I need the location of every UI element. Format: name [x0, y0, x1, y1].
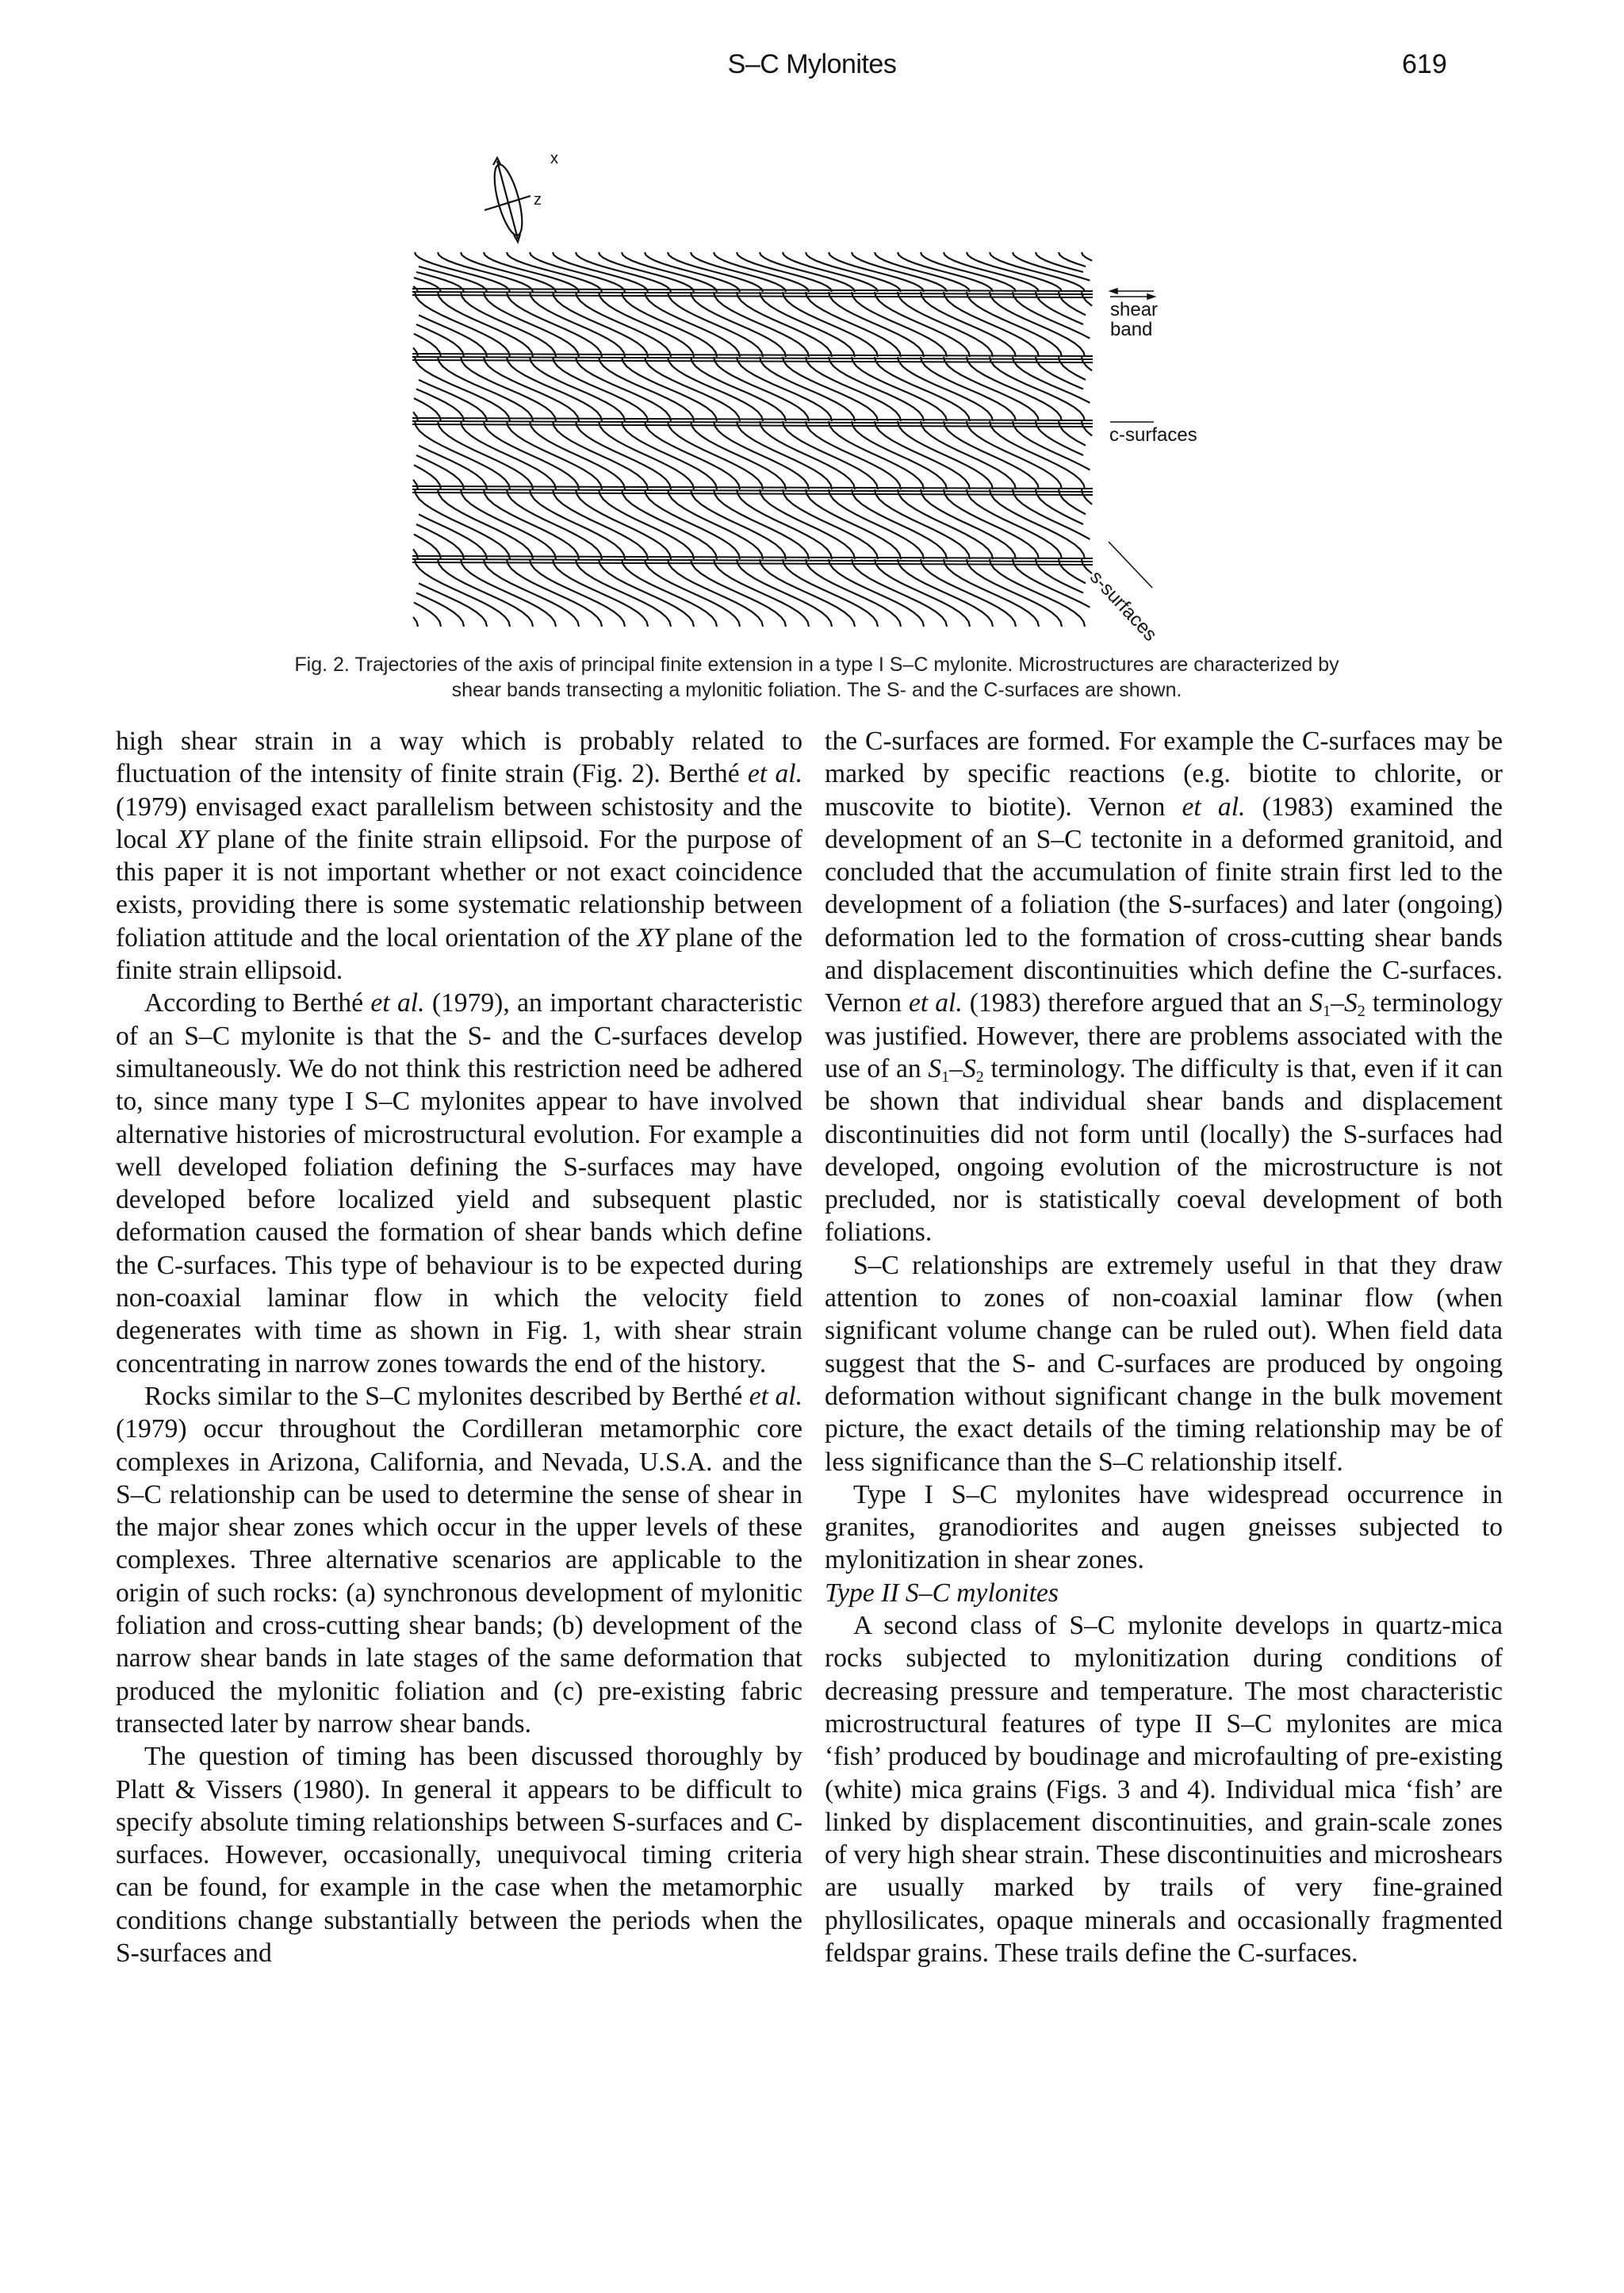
text-run: (1979), an important characteristic of an S–C mylonite is that the S- and the C-surfaces develop simultaneously. We do not think this restriction need be adhered to, since many type I S–C mylonites appear to have involved alternative histories of microstructural evolution. For example a well developed foliation defining the S-surfaces may have developed before localized yield and subsequent plastic deformation caused the formation of shear bands which define the C-surfaces. This type of behaviour is to be expected during non-coaxial laminar flow in which the velocity field degenerates with time as shown in Fig. 1, with shear strain concentrating in narrow zones towards the end of the history.	[116, 988, 802, 1378]
et-al: et al.	[370, 988, 425, 1018]
section-heading: Type II S–C mylonites	[825, 1578, 1059, 1608]
dash: –	[949, 1053, 963, 1083]
s-symbol: S	[1343, 988, 1358, 1018]
text-run: (1979) occur throughout the Cordilleran metamorphic core complexes in Arizona, California, and Nevada, U.S.A. and the S–C relationship can be used to determine the sense of shear in the major shear zones which occur in the upper levels of these complexes. Three alternative scenarios are applicable to the origin of such rocks: (a) synchronous development of mylonitic foliation and cross-cutting shear bands; (b) development of the narrow shear bands in late stages of the same deformation that produced the mylonitic foliation and (c) pre-existing fabric transected later by narrow shear bands.	[116, 1414, 802, 1739]
et-al: et al.	[1182, 792, 1246, 822]
running-head	[0, 49, 1624, 89]
shear-label-line2: band	[1110, 319, 1153, 340]
s-symbol: S	[962, 1053, 976, 1083]
c-surfaces-label: c-surfaces	[1109, 424, 1197, 446]
s-surfaces-label: s-surfaces	[1085, 566, 1162, 646]
s1-s2-notation	[1309, 988, 1365, 1021]
right-column	[825, 725, 1503, 1969]
text-run: (1979) envisaged exact parallelism between schistosity and the local	[116, 792, 802, 854]
text-run: (1983) examined the development of an S–C tectonite in a deformed granitoid, and concluded that the accumulation of finite strain first led to the development of a foliation (the S-surfaces) and later (ongoing) deformation led to the formation of cross-cutting shear bands and displacement discontinuities which define the C-surfaces. Vernon	[825, 792, 1503, 1018]
paragraph	[116, 725, 802, 987]
ellipse-z-label: z	[534, 191, 542, 209]
text-run: terminology was justified. However, there are problems associated with the use of an	[825, 988, 1503, 1083]
text-run: plane of the finite strain ellipsoid.	[116, 922, 802, 986]
figure-caption	[135, 652, 1499, 703]
shear-band-trajectory-diagram	[0, 127, 1624, 635]
text-run: According to Berthé	[144, 988, 364, 1018]
page-number: 619	[1402, 49, 1447, 79]
paragraph	[116, 1380, 802, 1740]
ellipse-x-label: x	[550, 150, 558, 167]
paragraph: Type I S–C mylonites have widespread occurrence in granites, granodiorites and augen gneisses subjected to mylonitization in shear zones.	[825, 1479, 1503, 1575]
caption-line-1: Fig. 2. Trajectories of the axis of principal finite extension in a type I S–C mylonite. Microstructures are characterized by	[294, 654, 1339, 676]
dash: –	[1331, 988, 1344, 1018]
s-symbol: S	[1309, 988, 1323, 1018]
shear-band-label	[1110, 300, 1158, 339]
running-title: S–C Mylonites	[727, 49, 897, 79]
paragraph	[116, 987, 802, 1380]
paragraph: A second class of S–C mylonite develops in quartz-mica rocks subjected to mylonitization during conditions of decreasing pressure and temperature. The most characteristic microstructural features of type II S–C mylonites are mica ‘fish’ produced by boudinage and microfaulting of pre-existing (white) mica grains (Figs. 3 and 4). Individual mica ‘fish’ are linked by displacement discontinuities, and grain-scale zones of very high shear strain. These discontinuities and microshears are usually marked by trails of very fine-grained phyllosilicates, opaque minerals and occasionally fragmented feldspar grains. These trails define the C-surfaces.	[825, 1611, 1503, 1968]
paragraph: The question of timing has been discussed thoroughly by Platt & Vissers (1980). In general it appears to be difficult to specify absolute timing relationships between S-surfaces and C-surfaces. However, occasionally, unequivocal timing criteria can be found, for example in the case when the metamorphic conditions change substantially between the periods when the S-surfaces and	[116, 1742, 802, 1968]
caption-line-2: shear bands transecting a mylonitic foliation. The S- and the C-surfaces are shown.	[451, 679, 1182, 701]
text-run: Rocks similar to the S–C mylonites described by Berthé	[144, 1381, 743, 1411]
et-al: et al.	[749, 1381, 802, 1411]
left-column	[116, 725, 802, 1969]
xy-plane: XY	[637, 922, 668, 953]
paragraph	[825, 725, 1503, 1249]
s-symbol: S	[928, 1053, 942, 1083]
text-run: the C-surfaces are formed. For example the C-surfaces may be marked by specific reactions (e.g. biotite to chlorite, or muscovite to biotite). Vernon	[825, 727, 1503, 822]
et-al: et al.	[909, 988, 963, 1018]
figure-2	[0, 127, 1624, 646]
s1-s2-notation	[928, 1053, 984, 1086]
subscript: 1	[1323, 1003, 1331, 1021]
shear-label-line1: shear	[1110, 299, 1159, 320]
xy-plane: XY	[176, 824, 209, 854]
subscript: 2	[1357, 1003, 1365, 1021]
shear-sense-arrows-icon	[1110, 289, 1155, 299]
et-al: et al.	[747, 759, 802, 789]
subscript: 2	[975, 1068, 984, 1086]
text-run: high shear strain in a way which is probably related to fluctuation of the intensity of finite strain (Fig. 2).	[116, 727, 802, 789]
text-run: Berthé	[668, 759, 740, 789]
text-run: terminology. The difficulty is that, even if it can be shown that individual shear bands and displacement discontinuities did not form until (locally) the S-surfaces had developed, ongoing evolution of the microstructure is not precluded, nor is statistically coeval development of both foliations.	[825, 1053, 1503, 1248]
paragraph: S–C relationships are extremely useful in that they draw attention to zones of non-coaxial laminar flow (when significant volume change can be ruled out). When field data suggest that the S- and C-surfaces are produced by ongoing deformation without significant change in the bulk movement picture, the exact details of the timing relationship may be of less significance than the S–C relationship itself.	[825, 1250, 1503, 1477]
text-run: plane of the finite strain ellipsoid. For the purpose of this paper it is not important whether or not exact coincidence exists, providing there is some systematic relationship between foliation attitude and the local orientation of the	[116, 824, 802, 953]
text-run: (1983) therefore argued that an	[969, 988, 1303, 1018]
strain-ellipse-icon	[485, 158, 530, 242]
subscript: 1	[941, 1068, 950, 1086]
